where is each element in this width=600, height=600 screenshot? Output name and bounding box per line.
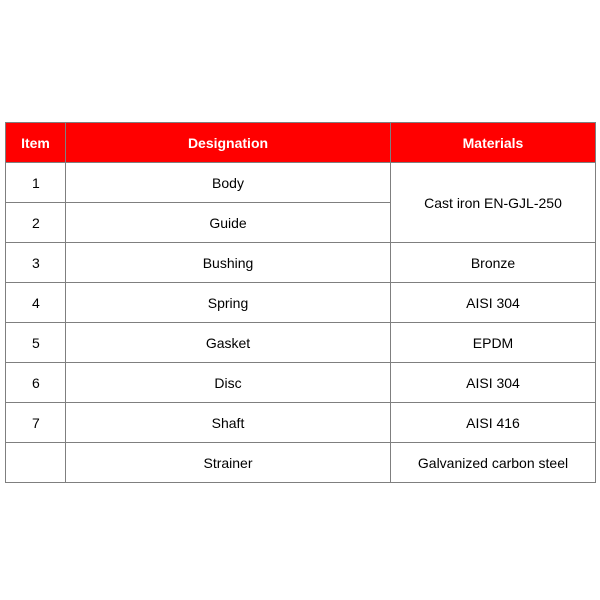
material-cell: AISI 304 bbox=[391, 363, 596, 403]
designation-cell: Guide bbox=[66, 203, 391, 243]
designation-cell: Spring bbox=[66, 283, 391, 323]
item-number: 1 bbox=[6, 163, 66, 203]
item-number: 5 bbox=[6, 323, 66, 363]
designation-cell: Bushing bbox=[66, 243, 391, 283]
material-cell: AISI 416 bbox=[391, 403, 596, 443]
designation-cell: Body bbox=[66, 163, 391, 203]
table-row bbox=[6, 163, 596, 203]
header-designation: Designation bbox=[66, 123, 391, 163]
designation-cell: Strainer bbox=[66, 443, 391, 483]
table-row bbox=[6, 403, 596, 443]
table-row bbox=[6, 323, 596, 363]
designation-cell: Disc bbox=[66, 363, 391, 403]
material-cell: Bronze bbox=[391, 243, 596, 283]
table-row bbox=[6, 363, 596, 403]
item-number: 6 bbox=[6, 363, 66, 403]
materials-table bbox=[5, 122, 596, 483]
item-number: 4 bbox=[6, 283, 66, 323]
item-number bbox=[6, 443, 66, 483]
table-row bbox=[6, 443, 596, 483]
designation-cell: Gasket bbox=[66, 323, 391, 363]
material-cell: EPDM bbox=[391, 323, 596, 363]
table-header-row bbox=[6, 123, 596, 163]
table-row bbox=[6, 243, 596, 283]
header-materials: Materials bbox=[391, 123, 596, 163]
material-cell: AISI 304 bbox=[391, 283, 596, 323]
table-row bbox=[6, 283, 596, 323]
material-cell: Cast iron EN-GJL-250 bbox=[391, 163, 596, 243]
header-item: Item bbox=[6, 123, 66, 163]
item-number: 2 bbox=[6, 203, 66, 243]
designation-cell: Shaft bbox=[66, 403, 391, 443]
material-cell: Galvanized carbon steel bbox=[391, 443, 596, 483]
item-number: 7 bbox=[6, 403, 66, 443]
item-number: 3 bbox=[6, 243, 66, 283]
